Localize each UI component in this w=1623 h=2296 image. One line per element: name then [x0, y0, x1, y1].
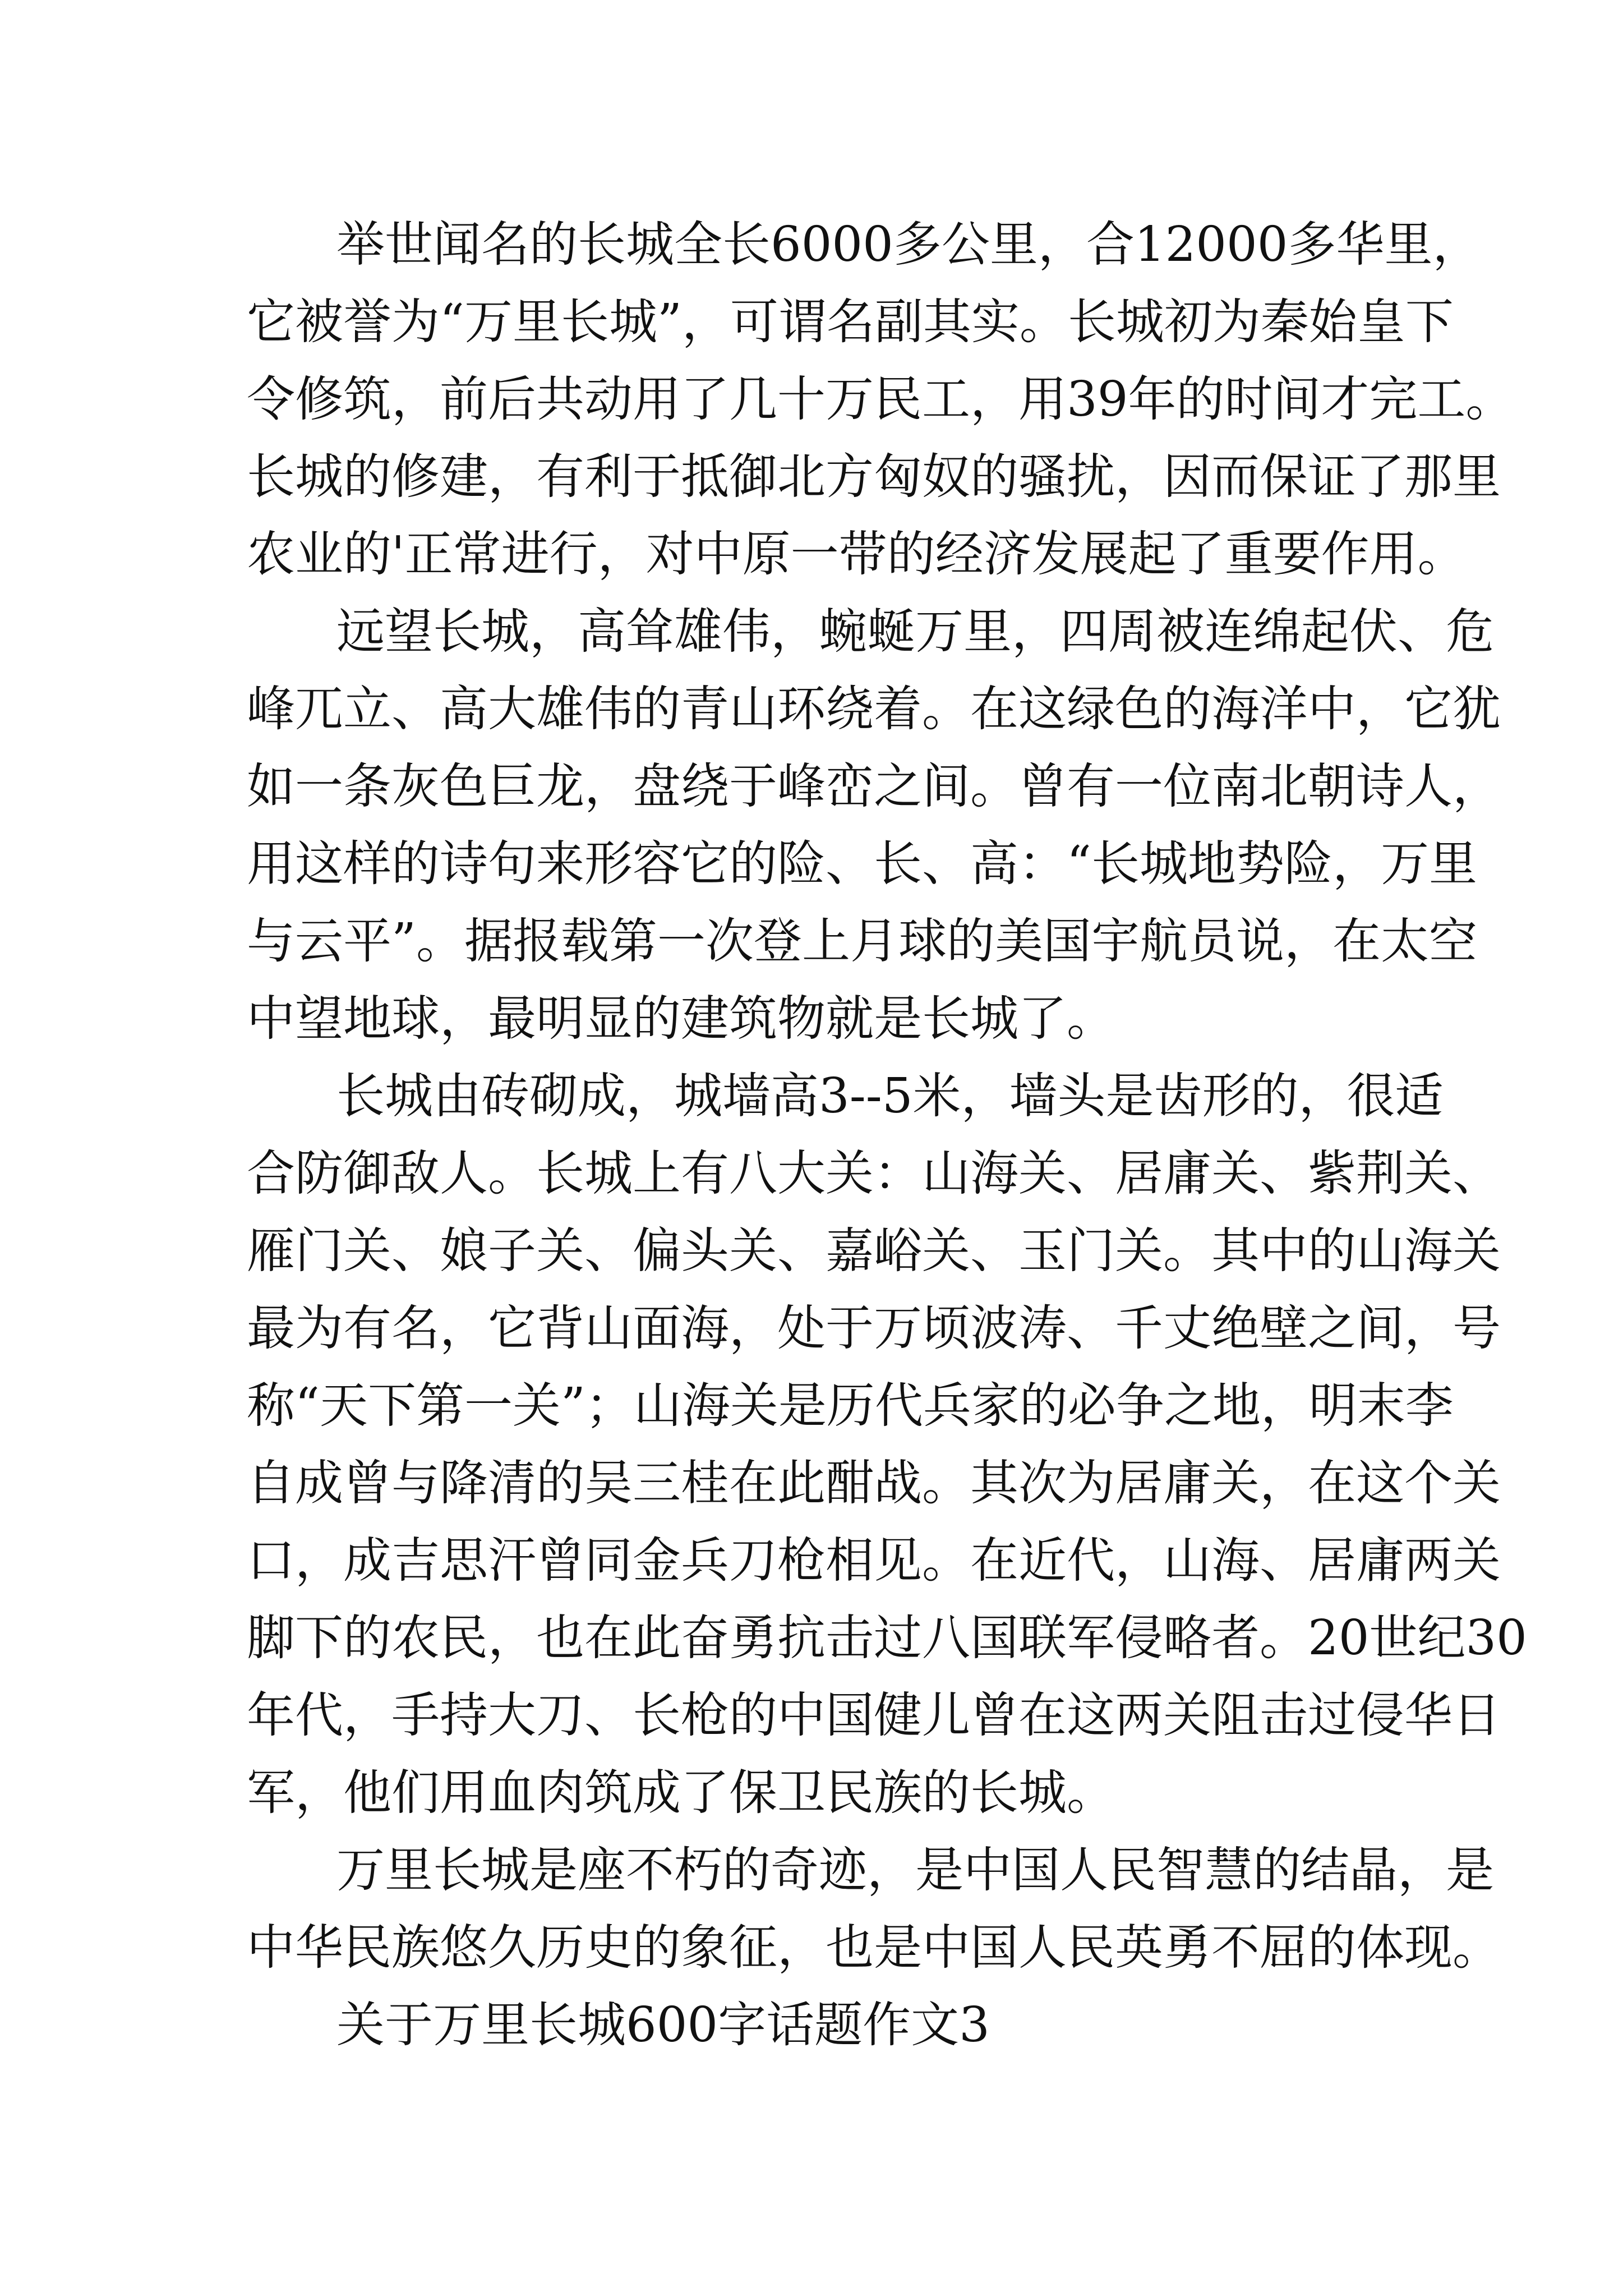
paragraph-line: 农业的'正常进行，对中原一带的经济发展起了重要作用。	[247, 526, 1466, 582]
paragraph-line: 举世闻名的长城全长6000多公里，合12000多华里，	[336, 217, 1481, 273]
paragraph-line: 与云平”。据报载第一次登上月球的美国宇航员说，在太空	[247, 913, 1477, 969]
paragraph-line: 长城的修建，有利于抵御北方匈奴的骚扰，因而保证了那里	[247, 449, 1501, 505]
paragraph-line: 称“天下第一关”；山海关是历代兵家的必争之地，明末李	[247, 1378, 1454, 1434]
paragraph-line: 中华民族悠久历史的象征，也是中国人民英勇不屈的体现。	[247, 1920, 1501, 1976]
paragraph-line: 用这样的诗句来形容它的险、长、高：“长城地势险，万里	[247, 836, 1477, 892]
paragraph-line: 年代，手持大刀、长枪的中国健儿曾在这两关阻击过侵华日	[247, 1687, 1501, 1743]
paragraph-line: 峰兀立、高大雄伟的青山环绕着。在这绿色的海洋中，它犹	[247, 681, 1501, 737]
paragraph-line: 令修筑，前后共动用了几十万民工，用39年的时间才完工。	[247, 371, 1514, 427]
paragraph-line: 自成曾与降清的吴三桂在此酣战。其次为居庸关，在这个关	[247, 1455, 1501, 1511]
next-essay-heading: 关于万里长城600字话题作文3	[336, 1997, 990, 2053]
paragraph-line: 雁门关、娘子关、偏头关、嘉峪关、玉门关。其中的山海关	[247, 1223, 1501, 1279]
paragraph-line: 军，他们用血肉筑成了保卫民族的长城。	[247, 1765, 1115, 1821]
paragraph-line: 如一条灰色巨龙，盘绕于峰峦之间。曾有一位南北朝诗人，	[247, 758, 1501, 815]
paragraph-line: 它被誉为“万里长城”，可谓名副其实。长城初为秦始皇下	[247, 294, 1454, 350]
paragraph-line: 口，成吉思汗曾同金兵刀枪相见。在近代，山海、居庸两关	[247, 1533, 1501, 1589]
paragraph-line: 最为有名，它背山面海，处于万顷波涛、千丈绝壁之间，号	[247, 1300, 1501, 1356]
paragraph-line: 中望地球，最明显的建筑物就是长城了。	[247, 991, 1115, 1047]
paragraph-line: 远望长城，高耸雄伟，蜿蜒万里，四周被连绵起伏、危	[336, 604, 1494, 660]
paragraph-line: 长城由砖砌成，城墙高3--5米，墙头是齿形的，很适	[336, 1068, 1444, 1124]
paragraph-line: 合防御敌人。长城上有八大关：山海关、居庸关、紫荆关、	[247, 1145, 1501, 1202]
paragraph-line: 脚下的农民，也在此奋勇抗击过八国联军侵略者。20世纪30	[247, 1610, 1527, 1666]
paragraph-line: 万里长城是座不朽的奇迹，是中国人民智慧的结晶，是	[336, 1842, 1494, 1898]
